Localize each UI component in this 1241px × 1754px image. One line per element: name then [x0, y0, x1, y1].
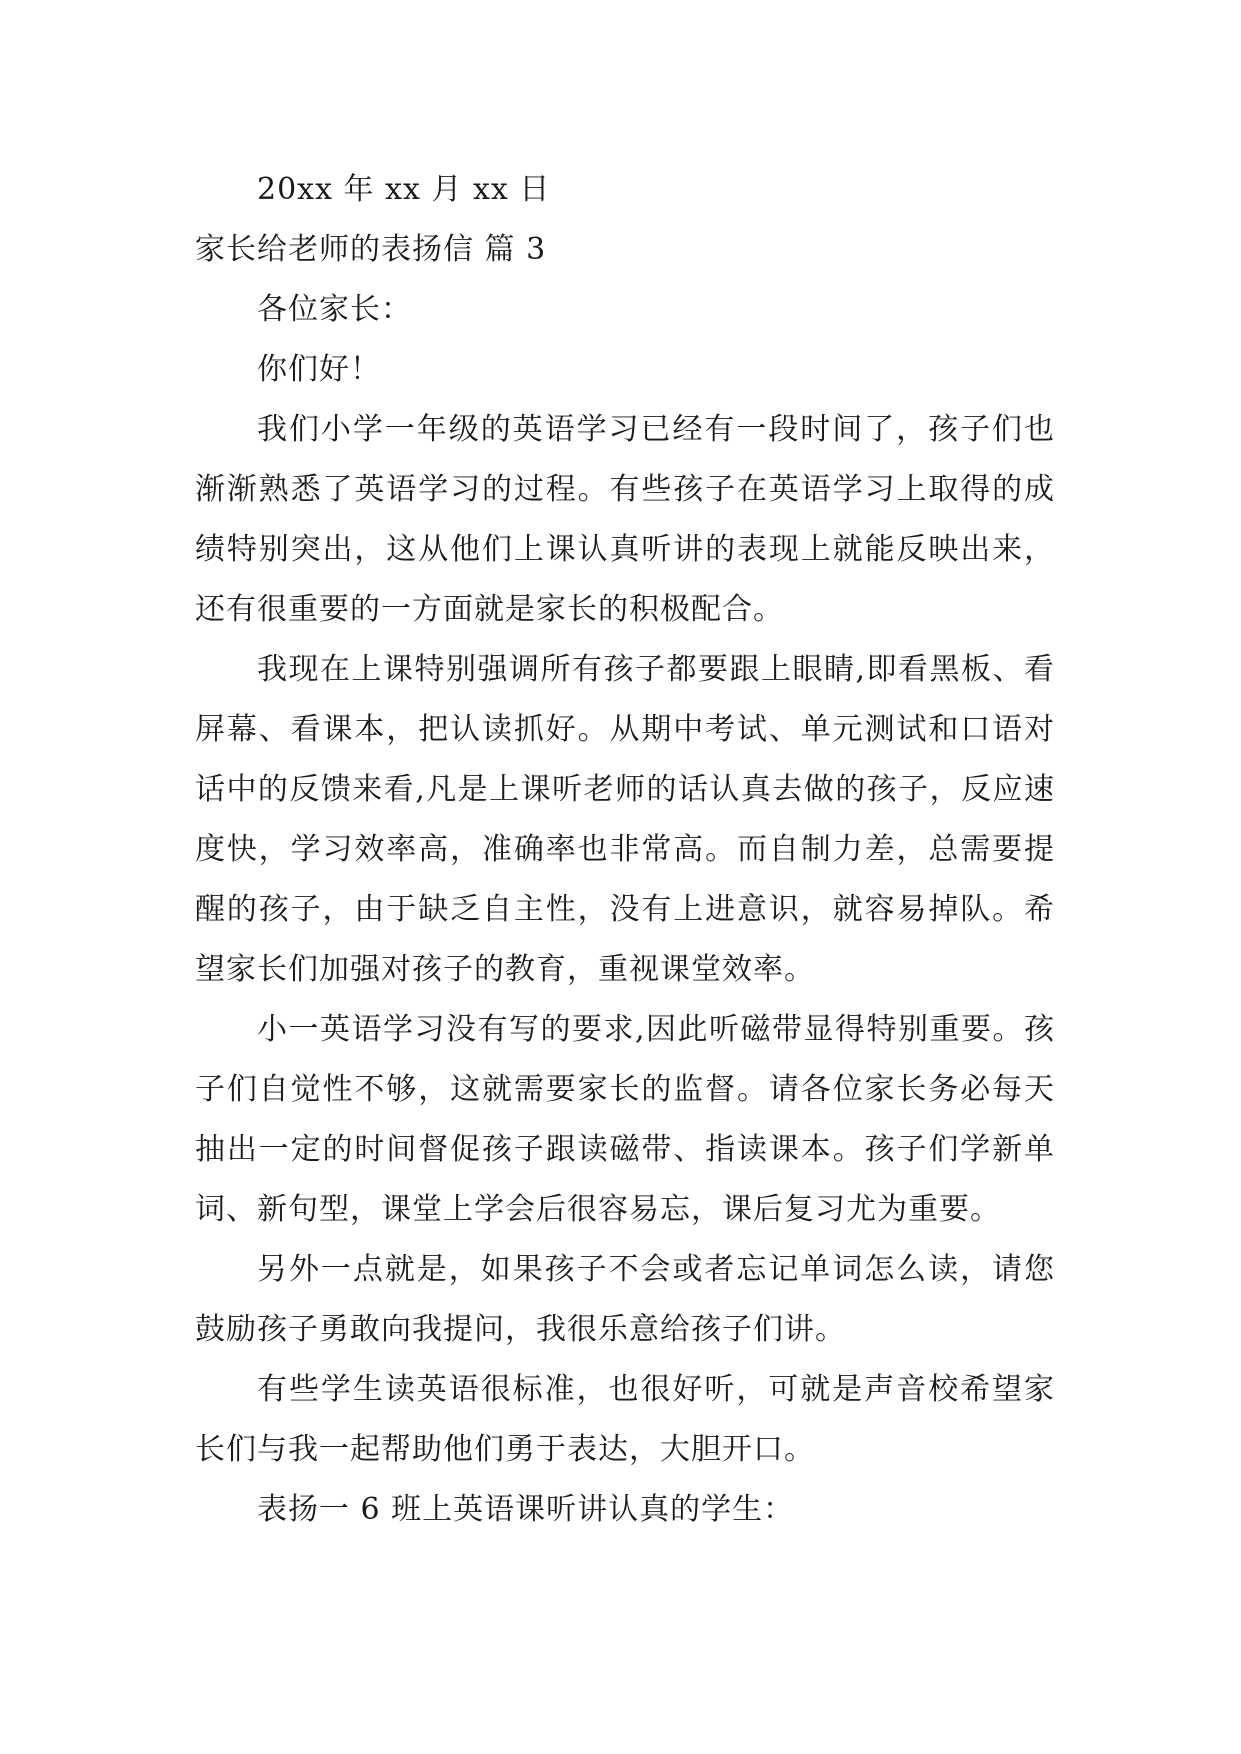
- letter-title: 家长给老师的表扬信 篇 3: [195, 232, 547, 267]
- document-page: [195, 160, 1055, 1540]
- body-paragraph-2: 我现在上课特别强调所有孩子都要跟上眼睛,即看黑板、看屏幕、看课本，把认读抓好。从期中考试、单元测试和口语对话中的反馈来看,凡是上课听老师的话认真去做的孩子，反应速度快，学习效率高，准确率也非常高。而自制力差，总需要提醒的孩子，由于缺乏自主性，没有上进意识，就容易掉队。希望家长们加强对孩子的教育，重视课堂效率。: [195, 652, 1055, 987]
- body-paragraph-1: 我们小学一年级的英语学习已经有一段时间了，孩子们也渐渐熟悉了英语学习的过程。有些孩子在英语学习上取得的成绩特别突出，这从他们上课认真听讲的表现上就能反映出来，还有很重要的一方面就是家长的积极配合。: [195, 412, 1055, 627]
- body-paragraph-4: 另外一点就是，如果孩子不会或者忘记单词怎么读，请您鼓励孩子勇敢向我提问，我很乐意给孩子们讲。: [195, 1252, 1055, 1347]
- body-paragraph-3: 小一英语学习没有写的要求,因此听磁带显得特别重要。孩子们自觉性不够，这就需要家长的监督。请各位家长务必每天抽出一定的时间督促孩子跟读磁带、指读课本。孩子们学新单词、新句型，课堂上学会后很容易忘，课后复习尤为重要。: [195, 1012, 1055, 1227]
- letter-greeting: 你们好！: [257, 352, 381, 387]
- body-paragraph-5: 有些学生读英语很标准，也很好听，可就是声音校希望家长们与我一起帮助他们勇于表达，大胆开口。: [195, 1372, 1055, 1467]
- body-paragraph-6: 表扬一 6 班上英语课听讲认真的学生：: [257, 1492, 795, 1527]
- letter-salutation: 各位家长：: [257, 292, 412, 327]
- letter-date: 20xx 年 xx 月 xx 日: [257, 172, 551, 207]
